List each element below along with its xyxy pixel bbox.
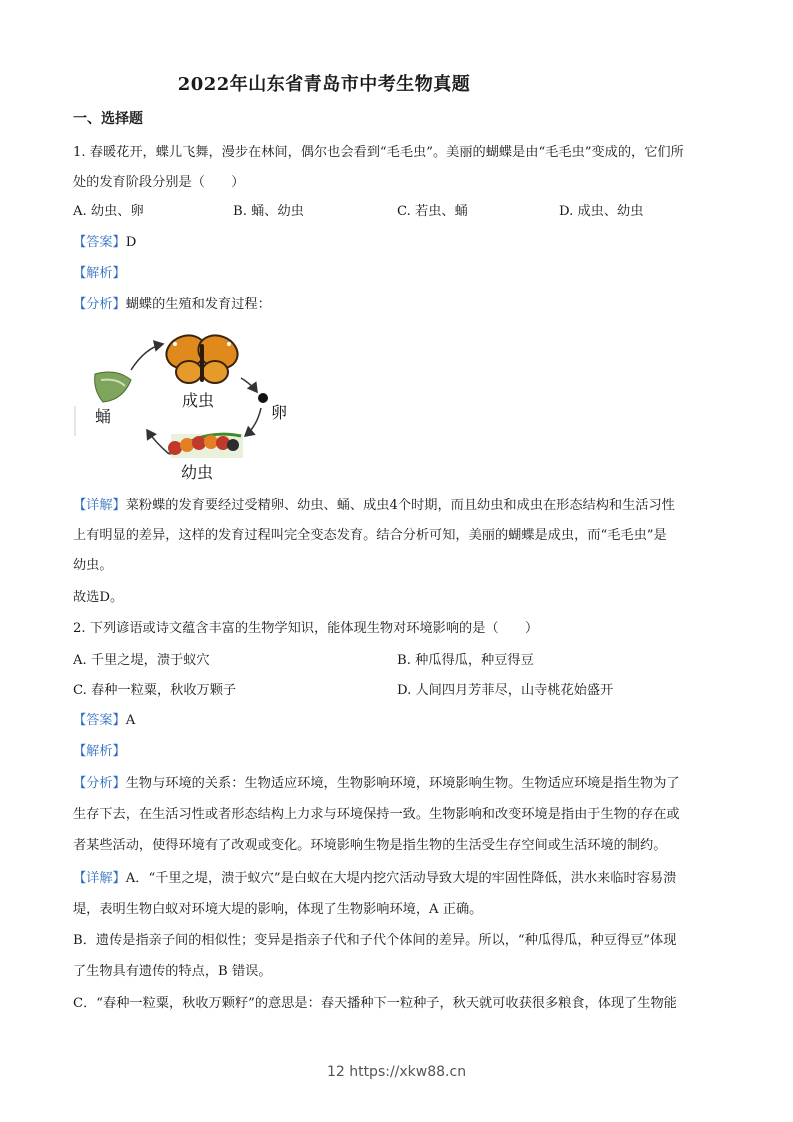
q2-detail-line2: 堤，表明生物白蚁对环境大堤的影响，体现了生物影响环境，A 正确。 (73, 902, 483, 917)
q2-option-d: D. 人间四月芳菲尽，山寺桃花始盛开 (397, 683, 614, 698)
q1-answer (73, 234, 136, 252)
fenxi-tag: 【分析】 (73, 776, 126, 791)
q2-detail-line1 (73, 870, 676, 888)
q1-detail-line2: 上有明显的差异，这样的发育过程叫完全变态发育。结合分析可知，美丽的蝴蝶是成虫，而“毛毛虫”是 (73, 528, 667, 543)
q2-option-c: C. 春种一粒粟，秋收万颗子 (73, 683, 237, 698)
arrow-pupa-to-adult (131, 344, 163, 370)
q1-detail-line3: 幼虫。 (73, 558, 113, 573)
page-title: 2022年山东省青岛市中考生物真题 (177, 74, 471, 95)
q1-analysis-tag: 【解析】 (73, 266, 126, 281)
pupa-icon (75, 372, 131, 436)
q2-option-b: B. 种瓜得瓜，种豆得豆 (397, 653, 534, 668)
q2-detail-line3: B．遗传是指亲子间的相似性；变异是指亲子代和子代个体间的差异。所以，“种瓜得瓜，种豆得豆”体现 (73, 933, 677, 948)
q2-detail-line4: 了生物具有遗传的特点，B 错误。 (73, 964, 272, 979)
label-larva: 幼虫 (181, 463, 214, 482)
egg-icon (258, 393, 268, 403)
q2-option-a: A. 千里之堤，溃于蚁穴 (73, 653, 210, 668)
q2-detail-line5: C．“春种一粒粟，秋收万颗籽”的意思是：春天播种下一粒种子，秋天就可收获很多粮食，体现了生物能 (73, 996, 677, 1011)
detail-tag: 【详解】 (73, 498, 126, 513)
butterfly-lifecycle-diagram (73, 330, 313, 485)
arrow-larva-to-pupa (147, 430, 169, 454)
arrow-adult-to-egg (241, 378, 257, 392)
q1-stem-line1: 1. 春暖花开，蝶儿飞舞，漫步在林间，偶尔也会看到“毛毛虫”。美丽的蝴蝶是由“毛毛虫”变成的，它们所 (73, 145, 684, 160)
q2-fenxi-line2: 生存下去，在生活习性或者形态结构上力求与环境保持一致。生物影响和改变环境是指由于生物的存在或 (73, 807, 680, 822)
fenxi-tag: 【分析】 (73, 297, 126, 312)
detail-text: 菜粉蝶的发育要经过受精卵、幼虫、蛹、成虫4个时期，而且幼虫和成虫在形态结构和生活习性 (125, 498, 675, 513)
butterfly-icon (162, 330, 243, 383)
page-footer: 12 https://xkw88.cn (326, 1064, 467, 1080)
q2-analysis-tag: 【解析】 (73, 744, 126, 759)
q2-stem: 2. 下列谚语或诗文蕴含丰富的生物学知识，能体现生物对环境影响的是（ ） (73, 621, 539, 636)
q2-answer (73, 712, 135, 730)
answer-value: A (125, 713, 136, 728)
q1-option-c: C. 若虫、蛹 (397, 204, 468, 219)
detail-text: A．“千里之堤，溃于蚁穴”是白蚁在大堤内挖穴活动导致大堤的牢固性降低，洪水来临时容易溃 (125, 871, 677, 886)
answer-tag: 【答案】 (73, 713, 126, 728)
section-heading: 一、选择题 (73, 111, 143, 127)
q2-fenxi-line1 (73, 775, 680, 793)
label-egg: 卵 (271, 403, 288, 422)
q1-detail-line1 (73, 497, 675, 515)
q2-fenxi-line3: 者某些活动，使得环境有了改观或变化。环境影响生物是指生物的生活受生存空间或生活环境的制约。 (73, 838, 667, 853)
caterpillar-icon (168, 434, 243, 458)
label-adult: 成虫 (182, 391, 215, 410)
q1-stem-line2: 处的发育阶段分别是（ ） (73, 175, 245, 190)
q1-option-d: D. 成虫、幼虫 (559, 204, 644, 219)
fenxi-text: 蝴蝶的生殖和发育过程： (125, 297, 271, 312)
q1-fenxi (73, 296, 271, 314)
detail-tag: 【详解】 (73, 871, 126, 886)
answer-tag: 【答案】 (73, 235, 126, 250)
arrow-egg-to-larva (245, 408, 261, 436)
fenxi-text: 生物与环境的关系：生物适应环境，生物影响环境，环境影响生物。生物适应环境是指生物为了 (125, 776, 680, 791)
answer-value: D (125, 235, 137, 250)
label-pupa: 蛹 (95, 407, 112, 426)
q1-option-b: B. 蛹、幼虫 (233, 204, 304, 219)
q1-conclusion: 故选D。 (73, 590, 124, 605)
q1-option-a: A. 幼虫、卵 (73, 204, 144, 219)
